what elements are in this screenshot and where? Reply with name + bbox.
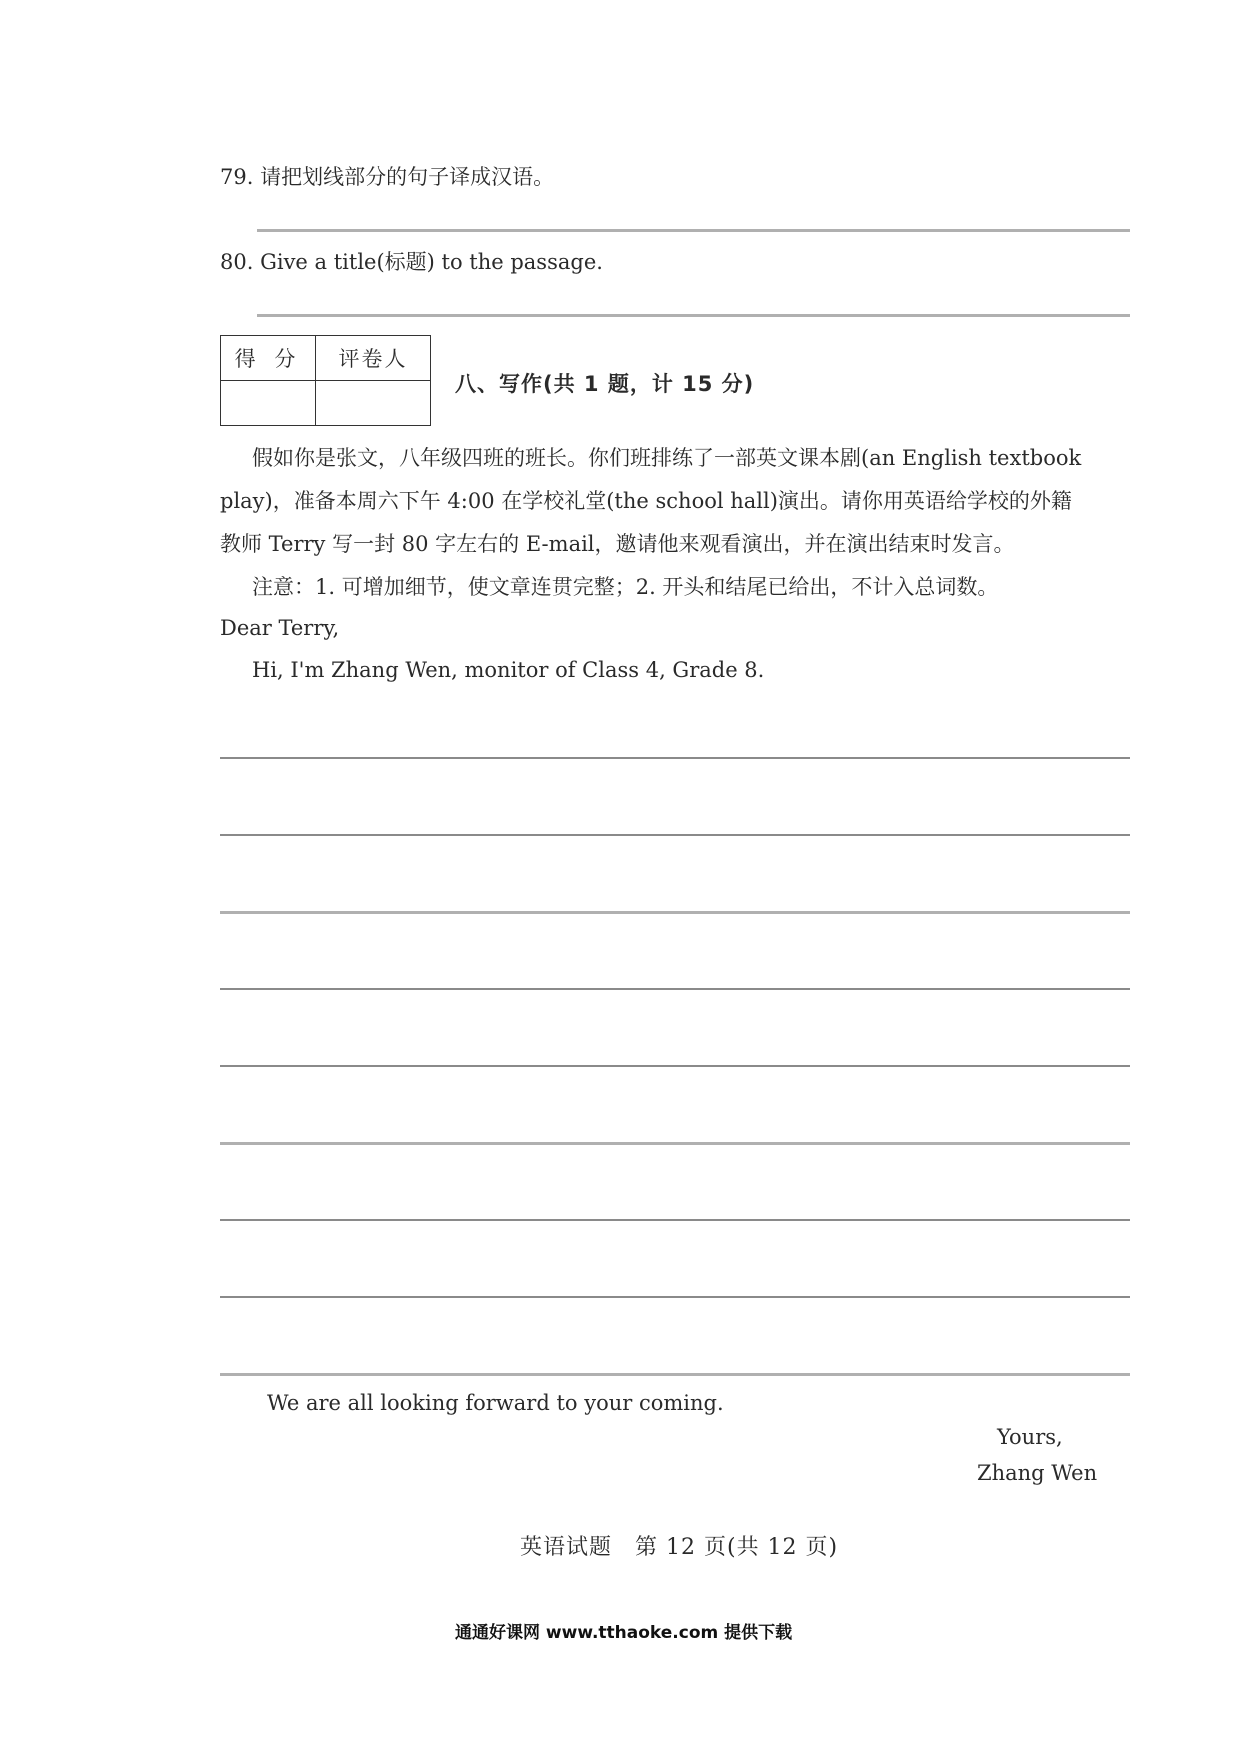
letter-salutation: Dear Terry, bbox=[220, 616, 340, 640]
page-number: 英语试题 第 12 页(共 12 页) bbox=[520, 1535, 839, 1560]
score-header: 得 分 bbox=[221, 336, 316, 381]
section-title: 八、写作(共 1 题，计 15 分) bbox=[455, 372, 755, 396]
letter-signoff: Yours, bbox=[997, 1425, 1063, 1449]
letter-signature: Zhang Wen bbox=[977, 1461, 1098, 1485]
writing-line[interactable] bbox=[220, 1065, 1130, 1067]
writing-line[interactable] bbox=[220, 1219, 1130, 1221]
writing-line[interactable] bbox=[220, 757, 1130, 759]
question-80: 80. Give a title(标题) to the passage. bbox=[220, 250, 603, 274]
prompt-line-1: 假如你是张文，八年级四班的班长。你们班排练了一部英文课本剧(an English textbook bbox=[252, 446, 1082, 470]
prompt-note: 注意：1. 可增加细节，使文章连贯完整；2. 开头和结尾已给出，不计入总词数。 bbox=[252, 575, 999, 599]
question-79: 79. 请把划线部分的句子译成汉语。 bbox=[220, 165, 555, 189]
prompt-line-2: play)，准备本周六下午 4:00 在学校礼堂(the school hall)演出。请你用英语给学校的外籍 bbox=[220, 489, 1072, 513]
answer-line-80[interactable] bbox=[257, 314, 1130, 317]
prompt-line-3: 教师 Terry 写一封 80 字左右的 E-mail，邀请他来观看演出，并在演出结束时发言。 bbox=[220, 532, 1015, 556]
letter-opening: Hi, I'm Zhang Wen, monitor of Class 4, Grade 8. bbox=[252, 658, 765, 682]
score-cell[interactable] bbox=[221, 381, 316, 426]
writing-line[interactable] bbox=[220, 988, 1130, 990]
grader-cell[interactable] bbox=[316, 381, 431, 426]
answer-line-79[interactable] bbox=[257, 229, 1130, 232]
score-table bbox=[220, 335, 431, 426]
writing-line[interactable] bbox=[220, 1296, 1130, 1298]
writing-line[interactable] bbox=[220, 834, 1130, 836]
writing-line[interactable] bbox=[220, 1373, 1130, 1376]
grader-header: 评卷人 bbox=[316, 336, 431, 381]
source-note: 通通好课网 www.tthaoke.com 提供下载 bbox=[455, 1623, 793, 1643]
writing-line[interactable] bbox=[220, 911, 1130, 914]
writing-line[interactable] bbox=[220, 1142, 1130, 1145]
letter-closing: We are all looking forward to your coming. bbox=[267, 1391, 724, 1415]
